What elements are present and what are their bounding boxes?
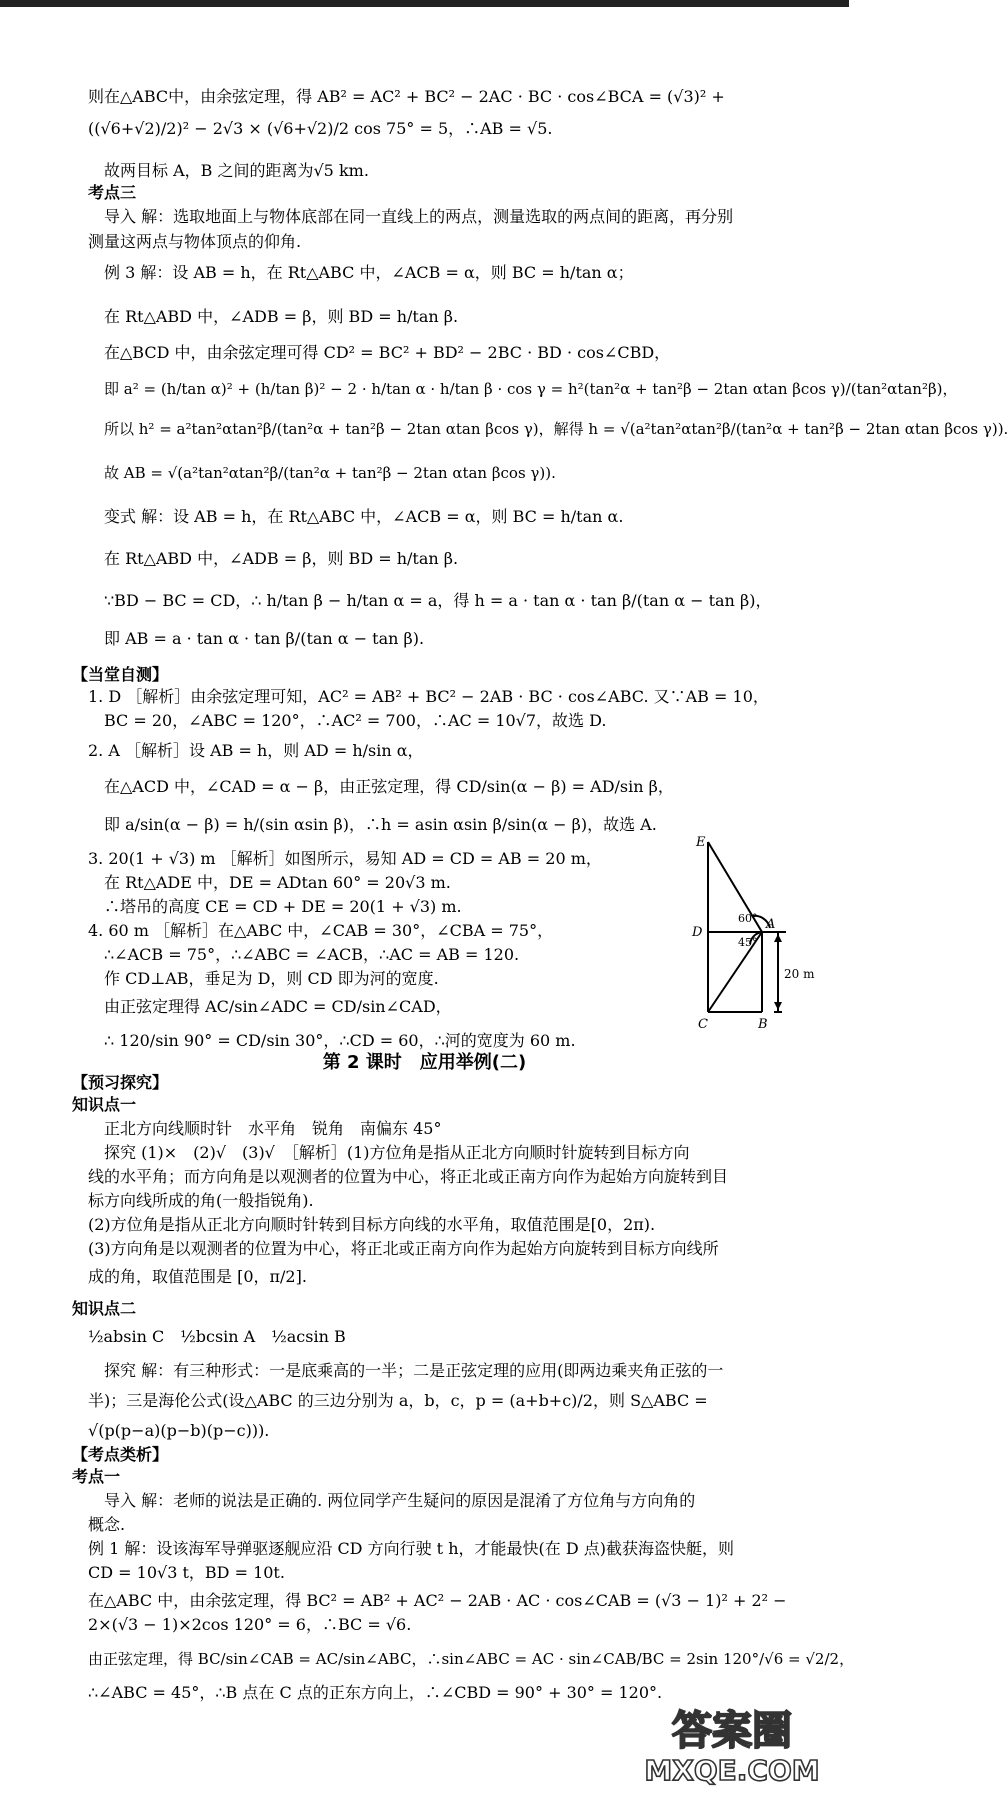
figure-label: 60° <box>738 912 758 925</box>
text-line: ((√6+√2)/2)² − 2√3 × (√6+√2)/2 cos 75° = 5，∴AB = √5. <box>88 119 553 138</box>
text-line: CD = 10√3 t，BD = 10t. <box>88 1563 285 1582</box>
text-line: 在 Rt△ABD 中，∠ADB = β，则 BD = h/tan β. <box>104 307 459 326</box>
text-line: 正北方向线顺时针 水平角 锐角 南偏东 45° <box>104 1119 442 1138</box>
section-heading: 【考点类析】 <box>72 1445 169 1464</box>
section-heading: 【当堂自测】 <box>72 665 169 684</box>
text-line: 即 a² = (h/tan α)² + (h/tan β)² − 2 · h/tan α · h/tan β · cos γ = h²(tan²α + tan²β − 2tan αtan βcos γ)/(tan²αtan²β)， <box>104 380 958 398</box>
top-edge <box>0 0 849 7</box>
text-line: 4. 60 m ［解析］在△ABC 中，∠CAB = 30°，∠CBA = 75°， <box>88 921 554 940</box>
figure-label: D <box>692 925 703 940</box>
text-line: 导入 解：老师的说法是正确的. 两位同学产生疑问的原因是混淆了方位角与方向角的 <box>104 1491 696 1510</box>
text-line: √(p(p−a)(p−b)(p−c))). <box>88 1421 270 1440</box>
text-line: 标方向线所成的角(一般指锐角). <box>88 1191 314 1210</box>
text-line: 2. A ［解析］设 AB = h，则 AD = h/sin α， <box>88 741 424 760</box>
text-line: 在△BCD 中，由余弦定理可得 CD² = BC² + BD² − 2BC · BD · cos∠CBD， <box>104 343 671 362</box>
text-line: 在△ACD 中，∠CAD = α − β，由正弦定理，得 CD/sin(α − β) = AD/sin β， <box>104 777 674 796</box>
text-line: ∴塔吊的高度 CE = CD + DE = 20(1 + √3) m. <box>104 897 462 916</box>
text-line: 探究 (1)× (2)√ (3)√ ［解析］(1)方位角是指从正北方向顺时针旋转到目标方向 <box>104 1143 690 1162</box>
section-heading: 考点三 <box>88 183 137 202</box>
text-line: ½absin C ½bcsin A ½acsin B <box>88 1327 346 1346</box>
figure-label: B <box>758 1017 768 1032</box>
section-heading: 【预习探究】 <box>72 1073 169 1092</box>
text-line: 在 Rt△ADE 中，DE = ADtan 60° = 20√3 m. <box>104 873 451 892</box>
text-line: 即 AB = a · tan α · tan β/(tan α − tan β). <box>104 629 425 648</box>
text-line: 2×(√3 − 1)×2cos 120° = 6，∴BC = √6. <box>88 1615 412 1634</box>
section-heading: 知识点二 <box>72 1299 137 1318</box>
text-line: 由正弦定理，得 BC/sin∠CAB = AC/sin∠ABC，∴sin∠ABC = AC · sin∠CAB/BC = 2sin 120°/√6 = √2/2， <box>88 1650 855 1668</box>
section-heading: 知识点一 <box>72 1095 137 1114</box>
text-line: 由正弦定理得 AC/sin∠ADC = CD/sin∠CAD， <box>104 997 452 1016</box>
figure-label: C <box>698 1017 708 1032</box>
watermark-text: 答案圈 <box>672 1708 792 1754</box>
text-line: 在△ABC 中，由余弦定理，得 BC² = AB² + AC² − 2AB · AC · cos∠CAB = (√3 − 1)² + 2² − <box>88 1591 787 1610</box>
figure-label: 20 m <box>784 967 815 981</box>
text-line: 例 1 解：设该海军导弹驱逐舰应沿 CD 方向行驶 t h，才能最快(在 D 点)截获海盗快艇，则 <box>88 1539 734 1558</box>
watermark-url: MXQE.COM <box>644 1754 820 1787</box>
text-line: (2)方位角是指从正北方向顺时针转到目标方向线的水平角，取值范围是[0，2π). <box>88 1215 656 1234</box>
text-line: ∴∠ABC = 45°，∴B 点在 C 点的正东方向上，∴∠CBD = 90° + 30° = 120°. <box>88 1683 663 1702</box>
figure-label: 45° <box>738 936 758 949</box>
text-line: ∴∠ACB = 75°，∴∠ABC = ∠ACB，∴AC = AB = 120. <box>104 945 520 964</box>
text-line: 则在△ABC中，由余弦定理，得 AB² = AC² + BC² − 2AC · BC · cos∠BCA = (√3)² + <box>88 87 725 106</box>
text-line: BC = 20，∠ABC = 120°，∴AC² = 700，∴AC = 10√7，故选 D. <box>104 711 607 730</box>
text-line: 线的水平角；而方向角是以观测者的位置为中心，将正北或正南方向作为起始方向旋转到目 <box>88 1167 729 1186</box>
lesson-title: 第 2 课时 应用举例(二) <box>322 1052 527 1073</box>
text-line: ∴ 120/sin 90° = CD/sin 30°，∴CD = 60，∴河的宽度为 60 m. <box>104 1031 576 1050</box>
text-line: 导入 解：选取地面上与物体底部在同一直线上的两点，测量选取的两点间的距离，再分别 <box>104 207 734 226</box>
text-line: 变式 解：设 AB = h，在 Rt△ABC 中，∠ACB = α，则 BC = h/tan α. <box>104 507 624 526</box>
figure-label: A <box>766 917 776 932</box>
text-line: 在 Rt△ABD 中，∠ADB = β，则 BD = h/tan β. <box>104 549 459 568</box>
text-line: 探究 解：有三种形式：一是底乘高的一半；二是正弦定理的应用(即两边乘夹角正弦的一 <box>104 1361 724 1380</box>
text-line: 例 3 解：设 AB = h，在 Rt△ABC 中，∠ACB = α，则 BC = h/tan α； <box>104 263 634 282</box>
text-line: 半)；三是海伦公式(设△ABC 的三边分别为 a，b，c，p = (a+b+c)/2，则 S△ABC = <box>88 1391 708 1410</box>
text-line: 故 AB = √(a²tan²αtan²β/(tan²α + tan²β − 2tan αtan βcos γ)). <box>104 464 556 482</box>
figure-label: E <box>696 835 706 850</box>
text-line: 故两目标 A，B 之间的距离为√5 km. <box>104 161 369 180</box>
text-line: 概念. <box>88 1515 126 1534</box>
text-line: 即 a/sin(α − β) = h/(sin αsin β)，∴h = asin αsin β/sin(α − β)，故选 A. <box>104 815 657 834</box>
text-line: 测量这两点与物体顶点的仰角. <box>88 232 302 251</box>
tower-figure <box>690 832 850 1030</box>
watermark-logo <box>637 1698 827 1788</box>
text-line: 3. 20(1 + √3) m ［解析］如图所示，易知 AD = CD = AB = 20 m， <box>88 849 602 868</box>
text-line: 作 CD⊥AB，垂足为 D，则 CD 即为河的宽度. <box>104 969 439 988</box>
text-line: (3)方向角是以观测者的位置为中心，将正北或正南方向作为起始方向旋转到目标方向线所 <box>88 1239 719 1258</box>
text-line: 1. D ［解析］由余弦定理可知，AC² = AB² + BC² − 2AB · BC · cos∠ABC. 又∵AB = 10， <box>88 687 769 706</box>
text-line: 所以 h² = a²tan²αtan²β/(tan²α + tan²β − 2tan αtan βcos γ)，解得 h = √(a²tan²αtan²β/(tan²α + tan²β − 2tan αtan βcos γ)). <box>104 420 1008 438</box>
section-heading: 考点一 <box>72 1467 121 1486</box>
text-line: ∵BD − BC = CD，∴ h/tan β − h/tan α = a，得 h = a · tan α · tan β/(tan α − tan β)， <box>104 591 772 610</box>
text-line: 成的角，取值范围是 [0，π/2]. <box>88 1267 307 1286</box>
